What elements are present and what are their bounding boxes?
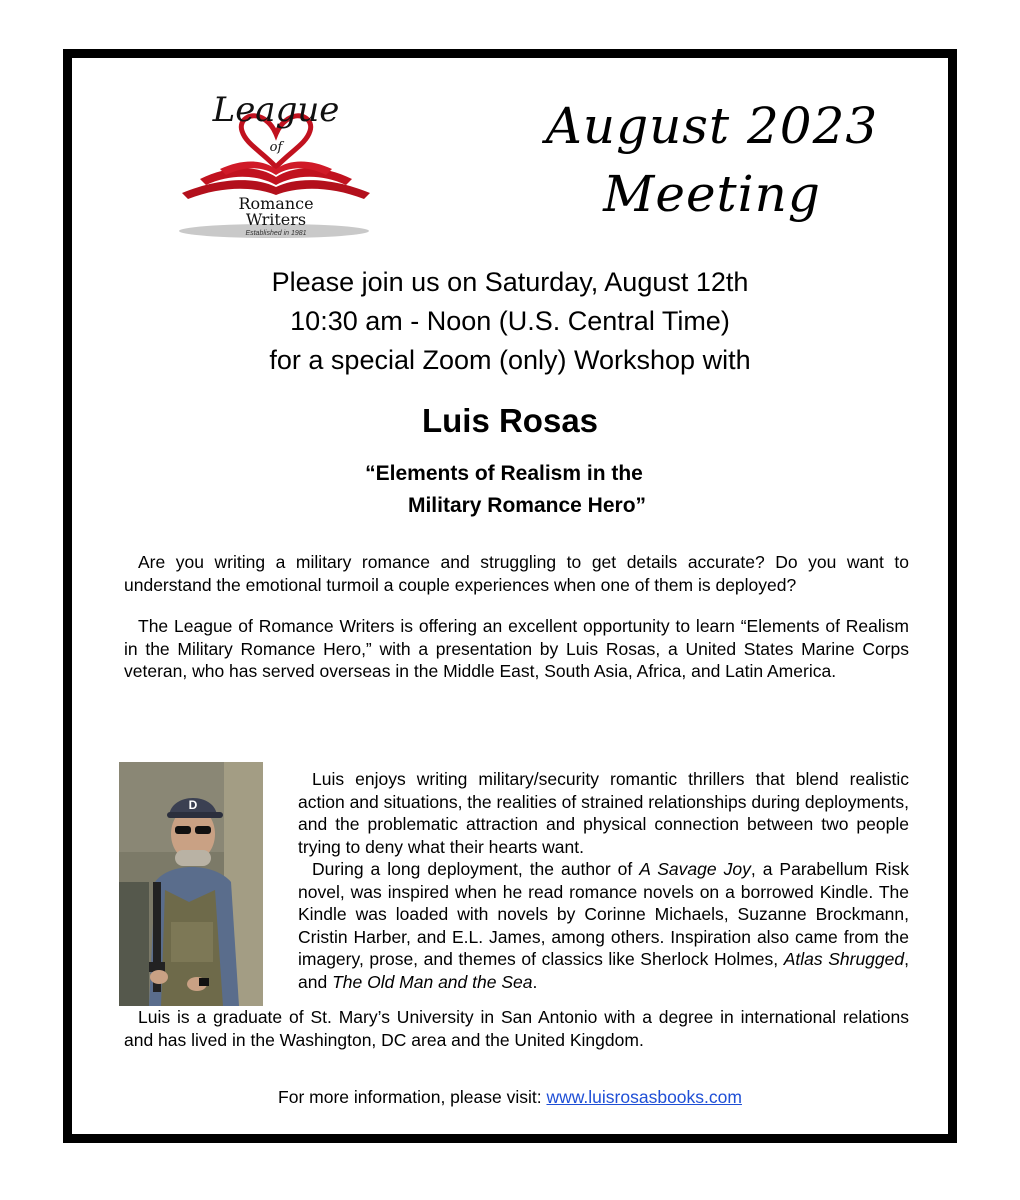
logo-league-text: League	[212, 90, 340, 130]
bio-paragraph-3: Luis is a graduate of St. Mary’s University in San Antonio with a degree in international relations and has lived in the Washington, DC area and the United Kingdom.	[124, 1007, 909, 1050]
invitation-block	[72, 263, 948, 380]
svg-text:D: D	[188, 798, 198, 812]
logo-writers-text: Writers	[245, 210, 307, 229]
meeting-title-line2: Meeting	[603, 165, 821, 223]
league-logo	[176, 89, 376, 239]
talk-title-line2: Military Romance Hero”	[407, 494, 647, 517]
author-website-link[interactable]: www.luisrosasbooks.com	[546, 1087, 742, 1107]
intro-paragraph-1: Are you writing a military romance and struggling to get details accurate? Do you want to understand the emotional turmoil a couple experiences when one of them is deployed?	[124, 552, 909, 595]
speaker-photo	[119, 762, 263, 1006]
meeting-title	[542, 92, 882, 228]
bio-paragraph-2: During a long deployment, the author of A Savage Joy, a Parabellum Risk novel, was inspired when he read romance novels on a borrowed Kindle. The Kindle was loaded with novels by Corinne Michaels, Suzanne Brockmann, Cristin Harber, and E.L. James, among others. Inspiration also came from the imagery, prose, and themes of classics like Sherlock Holmes, Atlas Shrugged, and The Old Man and the Sea.	[298, 859, 909, 992]
book-title-a-savage-joy: A Savage Joy	[639, 859, 751, 879]
logo-tagline: Established in 1981	[245, 230, 307, 237]
more-info-text: For more information, please visit:	[278, 1087, 547, 1107]
book-title-atlas-shrugged: Atlas Shrugged	[783, 949, 905, 969]
talk-title	[72, 458, 948, 522]
invite-format-line: for a special Zoom (only) Workshop with	[269, 345, 751, 375]
logo-romance-text: Romance	[238, 194, 314, 213]
more-info-line	[72, 1087, 948, 1108]
book-title-old-man-and-the-sea: The Old Man and the Sea	[332, 971, 533, 992]
logo-of-text: of	[269, 140, 283, 155]
flyer-frame	[63, 49, 957, 1143]
bio-paragraph-1: Luis enjoys writing military/security romantic thrillers that blend realistic action and situations, the realities of strained relationships during deployments, and the problematic attraction and physical connection between two people trying to deny what their hearts want.	[298, 769, 909, 857]
speaker-name: Luis Rosas	[421, 402, 599, 439]
intro-paragraph-2: The League of Romance Writers is offering an excellent opportunity to learn “Elements of Realism in the Military Romance Hero,” with a presentation by Luis Rosas, a United States Marine Corps veteran, who has served overseas in the Middle East, South Asia, Africa, and Latin America.	[124, 616, 909, 681]
invite-date-line: Please join us on Saturday, August 12th	[271, 267, 749, 297]
invite-time-line: 10:30 am - Noon (U.S. Central Time)	[290, 306, 730, 336]
meeting-title-line1: August 2023	[545, 97, 879, 155]
talk-title-line1: “Elements of Realism in the	[365, 462, 643, 485]
